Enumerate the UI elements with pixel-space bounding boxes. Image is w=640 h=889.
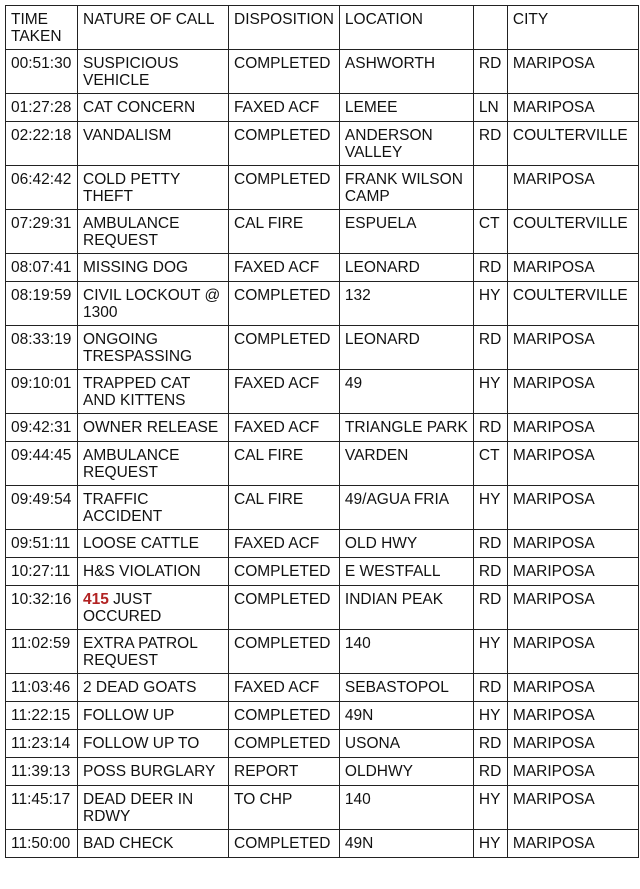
location-cell: 140: [339, 630, 473, 674]
disposition-cell: CAL FIRE: [229, 442, 340, 486]
disposition-cell: FAXED ACF: [229, 94, 340, 122]
disposition-cell: FAXED ACF: [229, 370, 340, 414]
nature-cell: [78, 94, 229, 122]
city-cell: MARIPOSA: [507, 254, 638, 282]
table-row: [6, 674, 639, 702]
call-code: 415: [83, 591, 109, 608]
nature-text: JUST OCCURED: [83, 591, 162, 625]
disposition-cell: FAXED ACF: [229, 414, 340, 442]
nature-text: POSS BURGLARY: [83, 763, 216, 780]
table-row: [6, 166, 639, 210]
table-row: [6, 630, 639, 674]
header-location: LOCATION: [339, 6, 473, 50]
disposition-cell: COMPLETED: [229, 282, 340, 326]
nature-cell: [78, 558, 229, 586]
time-cell: 10:27:11: [6, 558, 78, 586]
time-cell: 07:29:31: [6, 210, 78, 254]
table-row: [6, 486, 639, 530]
disposition-cell: CAL FIRE: [229, 486, 340, 530]
city-cell: MARIPOSA: [507, 530, 638, 558]
nature-cell: [78, 630, 229, 674]
location-cell: LEONARD: [339, 326, 473, 370]
suffix-cell: RD: [473, 586, 507, 630]
nature-cell: [78, 442, 229, 486]
nature-cell: [78, 730, 229, 758]
suffix-cell: [473, 166, 507, 210]
table-row: [6, 370, 639, 414]
suffix-cell: HY: [473, 786, 507, 830]
nature-cell: [78, 254, 229, 282]
city-cell: COULTERVILLE: [507, 210, 638, 254]
table-row: [6, 122, 639, 166]
call-log-table: [5, 5, 639, 858]
location-cell: USONA: [339, 730, 473, 758]
table-row: [6, 558, 639, 586]
time-cell: 11:39:13: [6, 758, 78, 786]
nature-text: COLD PETTY THEFT: [83, 171, 181, 205]
city-cell: MARIPOSA: [507, 442, 638, 486]
disposition-cell: COMPLETED: [229, 702, 340, 730]
nature-cell: [78, 210, 229, 254]
header-suffix: [473, 6, 507, 50]
city-cell: MARIPOSA: [507, 558, 638, 586]
time-cell: 00:51:30: [6, 50, 78, 94]
disposition-cell: FAXED ACF: [229, 254, 340, 282]
table-row: [6, 50, 639, 94]
time-cell: 11:02:59: [6, 630, 78, 674]
suffix-cell: HY: [473, 282, 507, 326]
city-cell: MARIPOSA: [507, 586, 638, 630]
disposition-cell: COMPLETED: [229, 558, 340, 586]
nature-text: CAT CONCERN: [83, 99, 196, 116]
table-row: [6, 786, 639, 830]
header-nature: NATURE OF CALL: [78, 6, 229, 50]
time-cell: 06:42:42: [6, 166, 78, 210]
nature-text: FOLLOW UP TO: [83, 735, 200, 752]
time-cell: 11:03:46: [6, 674, 78, 702]
location-cell: ESPUELA: [339, 210, 473, 254]
disposition-cell: CAL FIRE: [229, 210, 340, 254]
location-cell: LEMEE: [339, 94, 473, 122]
disposition-cell: COMPLETED: [229, 830, 340, 858]
disposition-cell: COMPLETED: [229, 730, 340, 758]
header-city: CITY: [507, 6, 638, 50]
location-cell: 132: [339, 282, 473, 326]
nature-text: AMBULANCE REQUEST: [83, 447, 180, 481]
suffix-cell: RD: [473, 50, 507, 94]
location-cell: 49/AGUA FRIA: [339, 486, 473, 530]
time-cell: 08:07:41: [6, 254, 78, 282]
table-row: [6, 414, 639, 442]
city-cell: MARIPOSA: [507, 674, 638, 702]
location-cell: LEONARD: [339, 254, 473, 282]
nature-cell: [78, 414, 229, 442]
city-cell: MARIPOSA: [507, 326, 638, 370]
city-cell: MARIPOSA: [507, 370, 638, 414]
location-cell: OLD HWY: [339, 530, 473, 558]
table-row: [6, 586, 639, 630]
nature-text: LOOSE CATTLE: [83, 535, 199, 552]
table-row: [6, 702, 639, 730]
nature-text: TRAPPED CAT AND KITTENS: [83, 375, 191, 409]
nature-cell: [78, 758, 229, 786]
suffix-cell: RD: [473, 530, 507, 558]
nature-text: SUSPICIOUS VEHICLE: [83, 55, 179, 89]
city-cell: MARIPOSA: [507, 730, 638, 758]
location-cell: SEBASTOPOL: [339, 674, 473, 702]
city-cell: MARIPOSA: [507, 486, 638, 530]
nature-cell: [78, 830, 229, 858]
city-cell: MARIPOSA: [507, 786, 638, 830]
location-cell: ANDERSON VALLEY: [339, 122, 473, 166]
time-cell: 11:50:00: [6, 830, 78, 858]
disposition-cell: COMPLETED: [229, 50, 340, 94]
suffix-cell: RD: [473, 326, 507, 370]
city-cell: MARIPOSA: [507, 630, 638, 674]
time-cell: 10:32:16: [6, 586, 78, 630]
nature-text: ONGOING TRESPASSING: [83, 331, 193, 365]
nature-cell: [78, 50, 229, 94]
time-cell: 11:22:15: [6, 702, 78, 730]
table-row: [6, 530, 639, 558]
suffix-cell: RD: [473, 414, 507, 442]
disposition-cell: COMPLETED: [229, 166, 340, 210]
nature-text: VANDALISM: [83, 127, 172, 144]
suffix-cell: LN: [473, 94, 507, 122]
suffix-cell: HY: [473, 630, 507, 674]
nature-cell: [78, 122, 229, 166]
nature-cell: [78, 702, 229, 730]
table-row: [6, 830, 639, 858]
table-row: [6, 254, 639, 282]
time-cell: 09:51:11: [6, 530, 78, 558]
suffix-cell: RD: [473, 758, 507, 786]
location-cell: FRANK WILSON CAMP: [339, 166, 473, 210]
city-cell: MARIPOSA: [507, 758, 638, 786]
suffix-cell: RD: [473, 254, 507, 282]
disposition-cell: TO CHP: [229, 786, 340, 830]
header-disposition: DISPOSITION: [229, 6, 340, 50]
header-time: TIME TAKEN: [6, 6, 78, 50]
nature-cell: [78, 486, 229, 530]
suffix-cell: HY: [473, 702, 507, 730]
time-cell: 09:49:54: [6, 486, 78, 530]
disposition-cell: FAXED ACF: [229, 674, 340, 702]
table-row: [6, 282, 639, 326]
suffix-cell: HY: [473, 486, 507, 530]
nature-text: H&S VIOLATION: [83, 563, 201, 580]
header-row: [6, 6, 639, 50]
suffix-cell: CT: [473, 442, 507, 486]
suffix-cell: RD: [473, 674, 507, 702]
time-cell: 09:10:01: [6, 370, 78, 414]
nature-cell: [78, 674, 229, 702]
suffix-cell: HY: [473, 830, 507, 858]
location-cell: TRIANGLE PARK: [339, 414, 473, 442]
location-cell: 49N: [339, 830, 473, 858]
location-cell: OLDHWY: [339, 758, 473, 786]
disposition-cell: COMPLETED: [229, 586, 340, 630]
location-cell: 49: [339, 370, 473, 414]
nature-text: DEAD DEER IN RDWY: [83, 791, 194, 825]
disposition-cell: COMPLETED: [229, 122, 340, 166]
time-cell: 02:22:18: [6, 122, 78, 166]
time-cell: 01:27:28: [6, 94, 78, 122]
time-cell: 11:23:14: [6, 730, 78, 758]
nature-text: CIVIL LOCKOUT @ 1300: [83, 287, 221, 321]
location-cell: E WESTFALL: [339, 558, 473, 586]
nature-text: MISSING DOG: [83, 259, 189, 276]
location-cell: 140: [339, 786, 473, 830]
suffix-cell: CT: [473, 210, 507, 254]
table-row: [6, 730, 639, 758]
suffix-cell: RD: [473, 558, 507, 586]
time-cell: 09:42:31: [6, 414, 78, 442]
city-cell: MARIPOSA: [507, 166, 638, 210]
nature-text: 2 DEAD GOATS: [83, 679, 197, 696]
nature-text: AMBULANCE REQUEST: [83, 215, 180, 249]
nature-cell: [78, 586, 229, 630]
suffix-cell: RD: [473, 122, 507, 166]
table-row: [6, 326, 639, 370]
city-cell: MARIPOSA: [507, 414, 638, 442]
location-cell: 49N: [339, 702, 473, 730]
table-row: [6, 758, 639, 786]
nature-text: FOLLOW UP: [83, 707, 175, 724]
disposition-cell: COMPLETED: [229, 326, 340, 370]
nature-cell: [78, 786, 229, 830]
nature-cell: [78, 326, 229, 370]
table-row: [6, 210, 639, 254]
time-cell: 11:45:17: [6, 786, 78, 830]
nature-cell: [78, 370, 229, 414]
location-cell: VARDEN: [339, 442, 473, 486]
nature-text: OWNER RELEASE: [83, 419, 219, 436]
city-cell: MARIPOSA: [507, 50, 638, 94]
time-cell: 09:44:45: [6, 442, 78, 486]
city-cell: COULTERVILLE: [507, 122, 638, 166]
nature-text: EXTRA PATROL REQUEST: [83, 635, 198, 669]
city-cell: MARIPOSA: [507, 702, 638, 730]
nature-text: TRAFFIC ACCIDENT: [83, 491, 163, 525]
suffix-cell: HY: [473, 370, 507, 414]
time-cell: 08:33:19: [6, 326, 78, 370]
table-row: [6, 94, 639, 122]
disposition-cell: COMPLETED: [229, 630, 340, 674]
table-row: [6, 442, 639, 486]
location-cell: INDIAN PEAK: [339, 586, 473, 630]
nature-text: BAD CHECK: [83, 835, 174, 852]
city-cell: MARIPOSA: [507, 94, 638, 122]
location-cell: ASHWORTH: [339, 50, 473, 94]
disposition-cell: FAXED ACF: [229, 530, 340, 558]
city-cell: MARIPOSA: [507, 830, 638, 858]
time-cell: 08:19:59: [6, 282, 78, 326]
nature-cell: [78, 530, 229, 558]
nature-cell: [78, 282, 229, 326]
nature-cell: [78, 166, 229, 210]
city-cell: COULTERVILLE: [507, 282, 638, 326]
disposition-cell: REPORT: [229, 758, 340, 786]
suffix-cell: RD: [473, 730, 507, 758]
